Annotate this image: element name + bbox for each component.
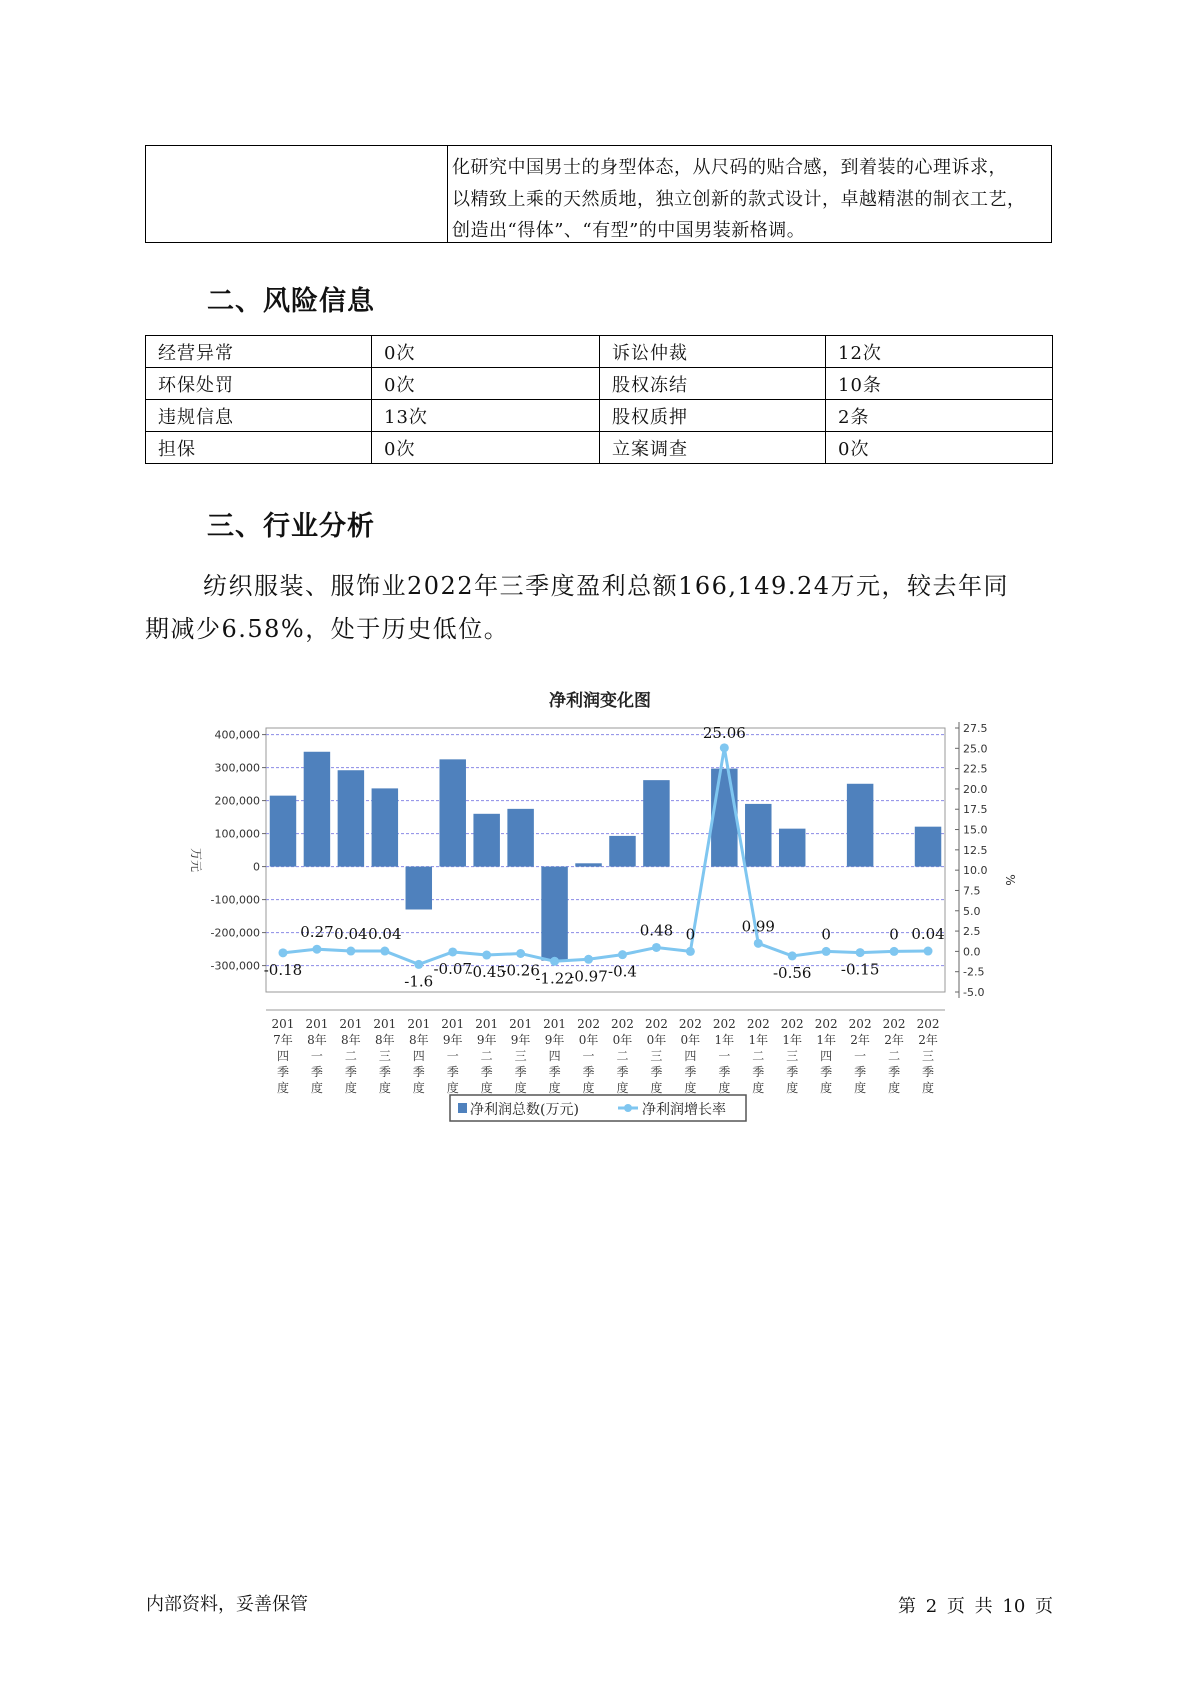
- x-tick-label: 四: [820, 1049, 833, 1063]
- x-tick-label: 季: [582, 1065, 595, 1079]
- bar: [575, 863, 601, 866]
- y2-tick-label: 20.0: [963, 782, 988, 796]
- bar: [847, 784, 873, 867]
- data-label: 0: [889, 925, 899, 944]
- y2-tick-label: 10.0: [963, 864, 988, 878]
- growth-point: [482, 951, 491, 960]
- x-tick-label: 9年: [442, 1033, 463, 1047]
- table-label-cell: [146, 146, 448, 242]
- growth-point: [312, 945, 321, 954]
- x-tick-label: 季: [548, 1065, 561, 1079]
- x-tick-label: 季: [854, 1065, 867, 1079]
- x-tick-label: 度: [752, 1081, 765, 1095]
- x-tick-label: 度: [888, 1081, 901, 1095]
- x-tick-label: 季: [718, 1065, 731, 1079]
- legend-label-bars: 净利润总数(万元): [470, 1102, 579, 1118]
- y2-tick-label: 22.5: [963, 762, 988, 776]
- y2-tick-label: 7.5: [963, 884, 981, 898]
- x-tick-label: 度: [276, 1081, 289, 1095]
- x-tick-label: 三: [378, 1049, 391, 1063]
- y-tick-label: 200,000: [214, 794, 260, 808]
- x-tick-label: 201: [441, 1017, 465, 1031]
- x-tick-label: 度: [684, 1081, 697, 1095]
- x-tick-label: 三: [922, 1049, 935, 1063]
- y2-tick-label: 27.5: [963, 722, 988, 735]
- page-number: 第 2 页 共 10 页: [898, 1596, 1053, 1617]
- chart-title: 净利润变化图: [549, 691, 651, 711]
- business-intro-table: [145, 145, 1052, 243]
- intro-line: 创造出“得体”、“有型”的中国男装新格调。: [452, 220, 806, 241]
- table-row: [146, 336, 1053, 368]
- x-tick-label: 三: [650, 1049, 663, 1063]
- industry-heading: 三、行业分析: [207, 511, 375, 542]
- x-tick-label: 二: [480, 1049, 493, 1063]
- x-tick-label: 9年: [510, 1033, 531, 1047]
- x-tick-label: 度: [344, 1081, 357, 1095]
- growth-point: [516, 949, 525, 958]
- risk-value: 12次: [826, 336, 1053, 368]
- bar: [473, 814, 499, 867]
- table-row: [146, 432, 1053, 464]
- x-tick-label: 三: [514, 1049, 527, 1063]
- x-tick-label: 度: [446, 1081, 459, 1095]
- x-tick-label: 度: [820, 1081, 833, 1095]
- x-tick-label: 季: [344, 1065, 357, 1079]
- data-label: -1.6: [404, 972, 434, 991]
- growth-point: [856, 948, 865, 957]
- x-tick-label: 度: [616, 1081, 629, 1095]
- bar: [372, 788, 398, 866]
- y-tick-label: 400,000: [214, 728, 260, 742]
- x-tick-label: 季: [276, 1065, 289, 1079]
- x-tick-label: 0年: [578, 1033, 599, 1047]
- x-tick-label: 季: [752, 1065, 765, 1079]
- x-tick-label: 202: [780, 1017, 804, 1031]
- x-tick-label: 季: [446, 1065, 459, 1079]
- risk-value: 0次: [372, 336, 600, 368]
- x-tick-label: 度: [786, 1081, 799, 1095]
- x-tick-label: 1年: [816, 1033, 836, 1047]
- x-tick-label: 2年: [884, 1033, 904, 1047]
- x-tick-label: 二: [344, 1049, 357, 1063]
- growth-point: [550, 957, 559, 966]
- intro-line: 化研究中国男士的身型体态，从尺码的贴合感，到着装的心理诉求，: [452, 157, 1007, 178]
- growth-point: [652, 943, 661, 952]
- x-tick-label: 2年: [918, 1033, 938, 1047]
- risk-value: 13次: [372, 400, 600, 432]
- x-tick-label: 季: [820, 1065, 833, 1079]
- y2-tick-label: 15.0: [963, 823, 988, 837]
- risk-key: 经营异常: [146, 336, 372, 368]
- growth-point: [380, 947, 389, 956]
- x-tick-label: 202: [814, 1017, 838, 1031]
- x-tick-label: 0年: [646, 1033, 667, 1047]
- x-tick-label: 202: [712, 1017, 736, 1031]
- risk-value: 10条: [826, 368, 1053, 400]
- x-tick-label: 2年: [850, 1033, 870, 1047]
- x-tick-label: 201: [509, 1017, 533, 1031]
- x-tick-label: 201: [543, 1017, 567, 1031]
- risk-value: 2条: [826, 400, 1053, 432]
- x-tick-label: 二: [616, 1049, 629, 1063]
- x-tick-label: 1年: [748, 1033, 769, 1047]
- growth-point: [822, 947, 831, 956]
- x-tick-label: 一: [854, 1049, 867, 1063]
- y-tick-label: 100,000: [214, 827, 260, 841]
- growth-point: [890, 947, 899, 956]
- bar: [507, 809, 533, 867]
- y2-tick-label: 25.0: [963, 742, 988, 756]
- growth-point: [414, 960, 423, 969]
- data-label: -0.97: [569, 967, 608, 986]
- data-label: -0.4: [608, 962, 637, 981]
- data-label: 0.48: [639, 921, 674, 940]
- y-tick-label: -300,000: [210, 959, 260, 973]
- bar: [304, 752, 330, 867]
- growth-point: [788, 951, 797, 960]
- paragraph-line: [145, 565, 1055, 608]
- bar: [609, 836, 635, 867]
- x-tick-label: 四: [548, 1049, 561, 1063]
- x-tick-label: 8年: [341, 1033, 361, 1047]
- bar: [439, 759, 465, 866]
- x-tick-label: 201: [373, 1017, 397, 1031]
- growth-point: [618, 950, 627, 959]
- x-tick-label: 202: [916, 1017, 940, 1031]
- data-label: -0.45: [467, 963, 506, 982]
- data-label: 0.04: [368, 925, 402, 944]
- x-tick-label: 度: [650, 1081, 663, 1095]
- table-row: [146, 368, 1053, 400]
- legend-label-line: 净利润增长率: [642, 1102, 726, 1118]
- paragraph-line: 期减少6.58%，处于历史低位。: [145, 615, 510, 643]
- x-tick-label: 季: [786, 1065, 799, 1079]
- bar: [643, 780, 669, 866]
- x-tick-label: 202: [611, 1017, 634, 1031]
- x-tick-label: 季: [514, 1065, 527, 1079]
- bar: [541, 867, 567, 961]
- x-tick-label: 201: [271, 1017, 295, 1031]
- bar: [338, 770, 364, 866]
- x-tick-label: 季: [378, 1065, 391, 1079]
- data-label: 25.06: [702, 723, 746, 742]
- x-tick-label: 7年: [273, 1033, 293, 1047]
- x-tick-label: 度: [854, 1081, 867, 1095]
- bar: [779, 829, 805, 867]
- risk-value: 0次: [372, 432, 600, 464]
- x-tick-label: 8年: [375, 1033, 395, 1047]
- data-label: -0.18: [263, 960, 303, 979]
- x-tick-label: 0年: [680, 1033, 701, 1047]
- y-tick-label: 0: [253, 860, 260, 874]
- x-tick-label: 201: [339, 1017, 363, 1031]
- x-tick-label: 四: [684, 1049, 697, 1063]
- growth-point: [754, 939, 763, 948]
- risk-value: 0次: [826, 432, 1053, 464]
- x-tick-label: 9年: [544, 1033, 565, 1047]
- x-tick-label: 9年: [476, 1033, 497, 1047]
- risk-heading: 二、风险信息: [207, 286, 375, 317]
- x-tick-label: 季: [922, 1065, 935, 1079]
- bar: [915, 827, 941, 867]
- y2-axis-label: %: [1003, 874, 1017, 886]
- y2-tick-label: 5.0: [963, 904, 981, 918]
- bar: [406, 867, 432, 910]
- growth-point: [448, 947, 457, 956]
- growth-point: [720, 743, 729, 752]
- x-tick-label: 季: [616, 1065, 629, 1079]
- y-tick-label: -100,000: [210, 893, 260, 907]
- growth-point: [686, 947, 695, 956]
- bar: [270, 796, 296, 867]
- x-tick-label: 202: [746, 1017, 770, 1031]
- x-tick-label: 度: [310, 1081, 323, 1095]
- x-tick-label: 一: [310, 1049, 323, 1063]
- x-tick-label: 202: [644, 1017, 668, 1031]
- data-label: -0.26: [501, 961, 540, 980]
- risk-key: 股权冻结: [600, 368, 826, 400]
- x-tick-label: 季: [480, 1065, 493, 1079]
- risk-key: 诉讼仲裁: [600, 336, 826, 368]
- x-tick-label: 201: [305, 1017, 329, 1031]
- intro-line: 以精致上乘的天然质地，独立创新的款式设计，卓越精湛的制衣工艺，: [452, 188, 1026, 210]
- net-profit-chart: [180, 680, 1020, 1130]
- x-tick-label: 度: [514, 1081, 527, 1095]
- data-label: 0: [821, 925, 831, 944]
- legend-swatch-bars: [458, 1103, 467, 1113]
- y2-tick-label: -5.0: [963, 986, 985, 999]
- risk-value: 0次: [372, 368, 600, 400]
- x-tick-label: 201: [407, 1017, 431, 1031]
- x-tick-label: 度: [378, 1081, 391, 1095]
- growth-point: [278, 948, 287, 957]
- x-tick-label: 度: [922, 1081, 935, 1095]
- y-axis-label: 万元: [189, 847, 203, 873]
- data-label: 0: [685, 925, 696, 944]
- x-tick-label: 季: [412, 1065, 425, 1079]
- risk-table: [145, 335, 1053, 464]
- data-label: 0.99: [741, 917, 775, 936]
- x-tick-label: 二: [752, 1049, 765, 1063]
- x-tick-label: 季: [888, 1065, 901, 1079]
- data-label: -0.07: [433, 959, 472, 978]
- x-tick-label: 四: [412, 1049, 425, 1063]
- x-tick-label: 1年: [782, 1033, 803, 1047]
- y2-tick-label: 0.0: [963, 945, 981, 959]
- x-tick-label: 8年: [408, 1033, 429, 1047]
- y-tick-label: 300,000: [214, 761, 260, 775]
- data-label: -0.56: [772, 963, 812, 982]
- table-text-cell: [448, 146, 1051, 242]
- x-tick-label: 度: [718, 1081, 731, 1095]
- table-row: [146, 400, 1053, 432]
- data-label: -0.15: [840, 960, 880, 979]
- y2-tick-label: 12.5: [963, 843, 988, 857]
- x-tick-label: 度: [480, 1081, 493, 1095]
- x-tick-label: 8年: [307, 1033, 327, 1047]
- x-tick-label: 度: [582, 1081, 595, 1095]
- y2-tick-label: -2.5: [963, 965, 985, 979]
- x-tick-label: 度: [412, 1081, 425, 1095]
- y2-tick-label: 17.5: [963, 803, 988, 817]
- risk-key: 股权质押: [600, 400, 826, 432]
- x-tick-label: 1年: [714, 1033, 735, 1047]
- x-tick-label: 季: [310, 1065, 323, 1079]
- paragraph-text: 纺织服装、服饰业2022年三季度盈利总额166,149.24万元，较去年同: [203, 572, 1009, 600]
- y-tick-label: -200,000: [210, 926, 260, 940]
- x-tick-label: 0年: [612, 1033, 633, 1047]
- x-tick-label: 201: [475, 1017, 499, 1031]
- x-tick-label: 202: [848, 1017, 872, 1031]
- data-label: 0.04: [911, 925, 945, 944]
- industry-paragraph: [145, 565, 1055, 651]
- growth-point: [346, 947, 355, 956]
- x-tick-label: 202: [882, 1017, 906, 1031]
- x-tick-label: 季: [650, 1065, 663, 1079]
- risk-key: 违规信息: [146, 400, 372, 432]
- x-tick-label: 三: [786, 1049, 799, 1063]
- data-label: 0.27: [300, 923, 334, 942]
- data-label: 0.04: [334, 925, 368, 944]
- data-label: -1.22: [535, 969, 574, 988]
- x-tick-label: 202: [577, 1017, 600, 1031]
- x-tick-label: 二: [888, 1049, 901, 1063]
- growth-point: [924, 947, 933, 956]
- x-tick-label: 一: [446, 1049, 459, 1063]
- growth-point: [584, 955, 593, 964]
- legend-swatch-point: [624, 1104, 632, 1112]
- x-tick-label: 季: [684, 1065, 697, 1079]
- risk-key: 环保处罚: [146, 368, 372, 400]
- x-tick-label: 四: [276, 1049, 289, 1063]
- footer-note: 内部资料，妥善保管: [146, 1594, 308, 1615]
- bar: [711, 769, 737, 867]
- y2-tick-label: 2.5: [963, 925, 981, 939]
- x-tick-label: 一: [582, 1049, 595, 1063]
- bar: [745, 804, 771, 867]
- x-tick-label: 度: [548, 1081, 561, 1095]
- x-tick-label: 一: [718, 1049, 731, 1063]
- risk-key: 立案调查: [600, 432, 826, 464]
- x-tick-label: 202: [678, 1017, 702, 1031]
- risk-key: 担保: [146, 432, 372, 464]
